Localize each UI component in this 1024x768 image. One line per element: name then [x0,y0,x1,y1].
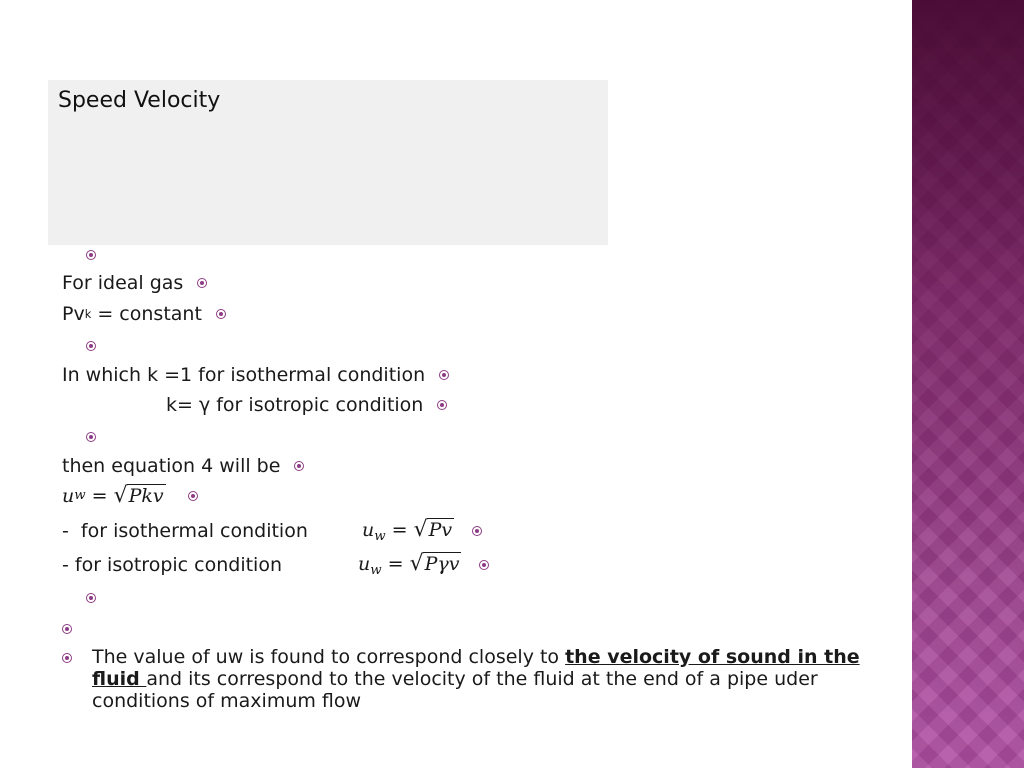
isothermal-equation [362,518,454,544]
conclusion-after: and its correspond to the velocity of the fluid at the end of a pipe uder conditions of maximum flow [92,668,818,712]
bullet-icon [479,560,489,570]
bullet-icon [86,341,96,351]
line-pvk-constant [62,303,226,325]
line-ideal-gas [62,272,207,294]
line-isotropic-eq [62,552,489,578]
eq-subscript: w [74,488,86,503]
bullet-icon [294,461,304,471]
equation-main [62,484,198,507]
radicand-pv: Pv [428,519,453,541]
title-placeholder [48,80,608,245]
eq-u: u [62,484,75,507]
bullet-icon [216,309,226,319]
slide-title: Speed Velocity [58,88,221,113]
radicand-pkv: Pkv [128,485,164,507]
eq-u: u [358,553,371,576]
isothermal-label: - for isothermal condition [62,520,308,543]
pvk-rest: = constant [91,303,202,325]
eq-equals: = [85,484,114,507]
eq-equals: = [385,519,414,542]
bullet-icon [62,624,72,634]
line-k-isothermal [62,364,449,386]
eq-subscript: w [370,563,382,579]
then-equation-text: then equation 4 will be [62,455,281,477]
eq-equals: = [381,553,410,576]
conclusion-paragraph [62,646,862,712]
ideal-gas-text: For ideal gas [62,272,184,294]
k-isothermal-text: In which k =1 for isothermal condition [62,364,426,386]
pvk-base: Pv [62,303,85,325]
conclusion-text [92,646,862,712]
line-then-equation [62,455,304,477]
eq-u: u [362,519,375,542]
isotropic-equation [358,552,461,578]
sqrt-expression: √ Pγv [409,551,460,577]
bullet-icon [472,526,482,536]
pvk-exponent: k [84,307,92,321]
k-gamma-text: k= γ for isotropic condition [166,394,424,416]
bullet-icon [62,653,72,663]
bullet-icon [197,278,207,288]
bullet-icon [439,370,449,380]
bullet-icon [86,593,96,603]
isotropic-label: - for isotropic condition [62,554,283,577]
bullet-icon [188,491,198,501]
sqrt-expression: √ Pkv [113,483,164,509]
bullet-icon [437,400,447,410]
line-isothermal-eq [62,518,482,544]
decorative-side-band [912,0,1024,768]
conclusion-emphasis: the velocity of sound in the fluid [92,646,860,690]
bullet-icon [86,250,96,260]
sqrt-expression: √ Pv [413,517,453,543]
eq-subscript: w [374,529,386,545]
radicand-pgammav: Pγv [424,553,460,575]
conclusion-before: The value of uw is found to correspond closely to [92,646,566,668]
bullet-icon [86,432,96,442]
line-k-gamma [166,394,447,416]
